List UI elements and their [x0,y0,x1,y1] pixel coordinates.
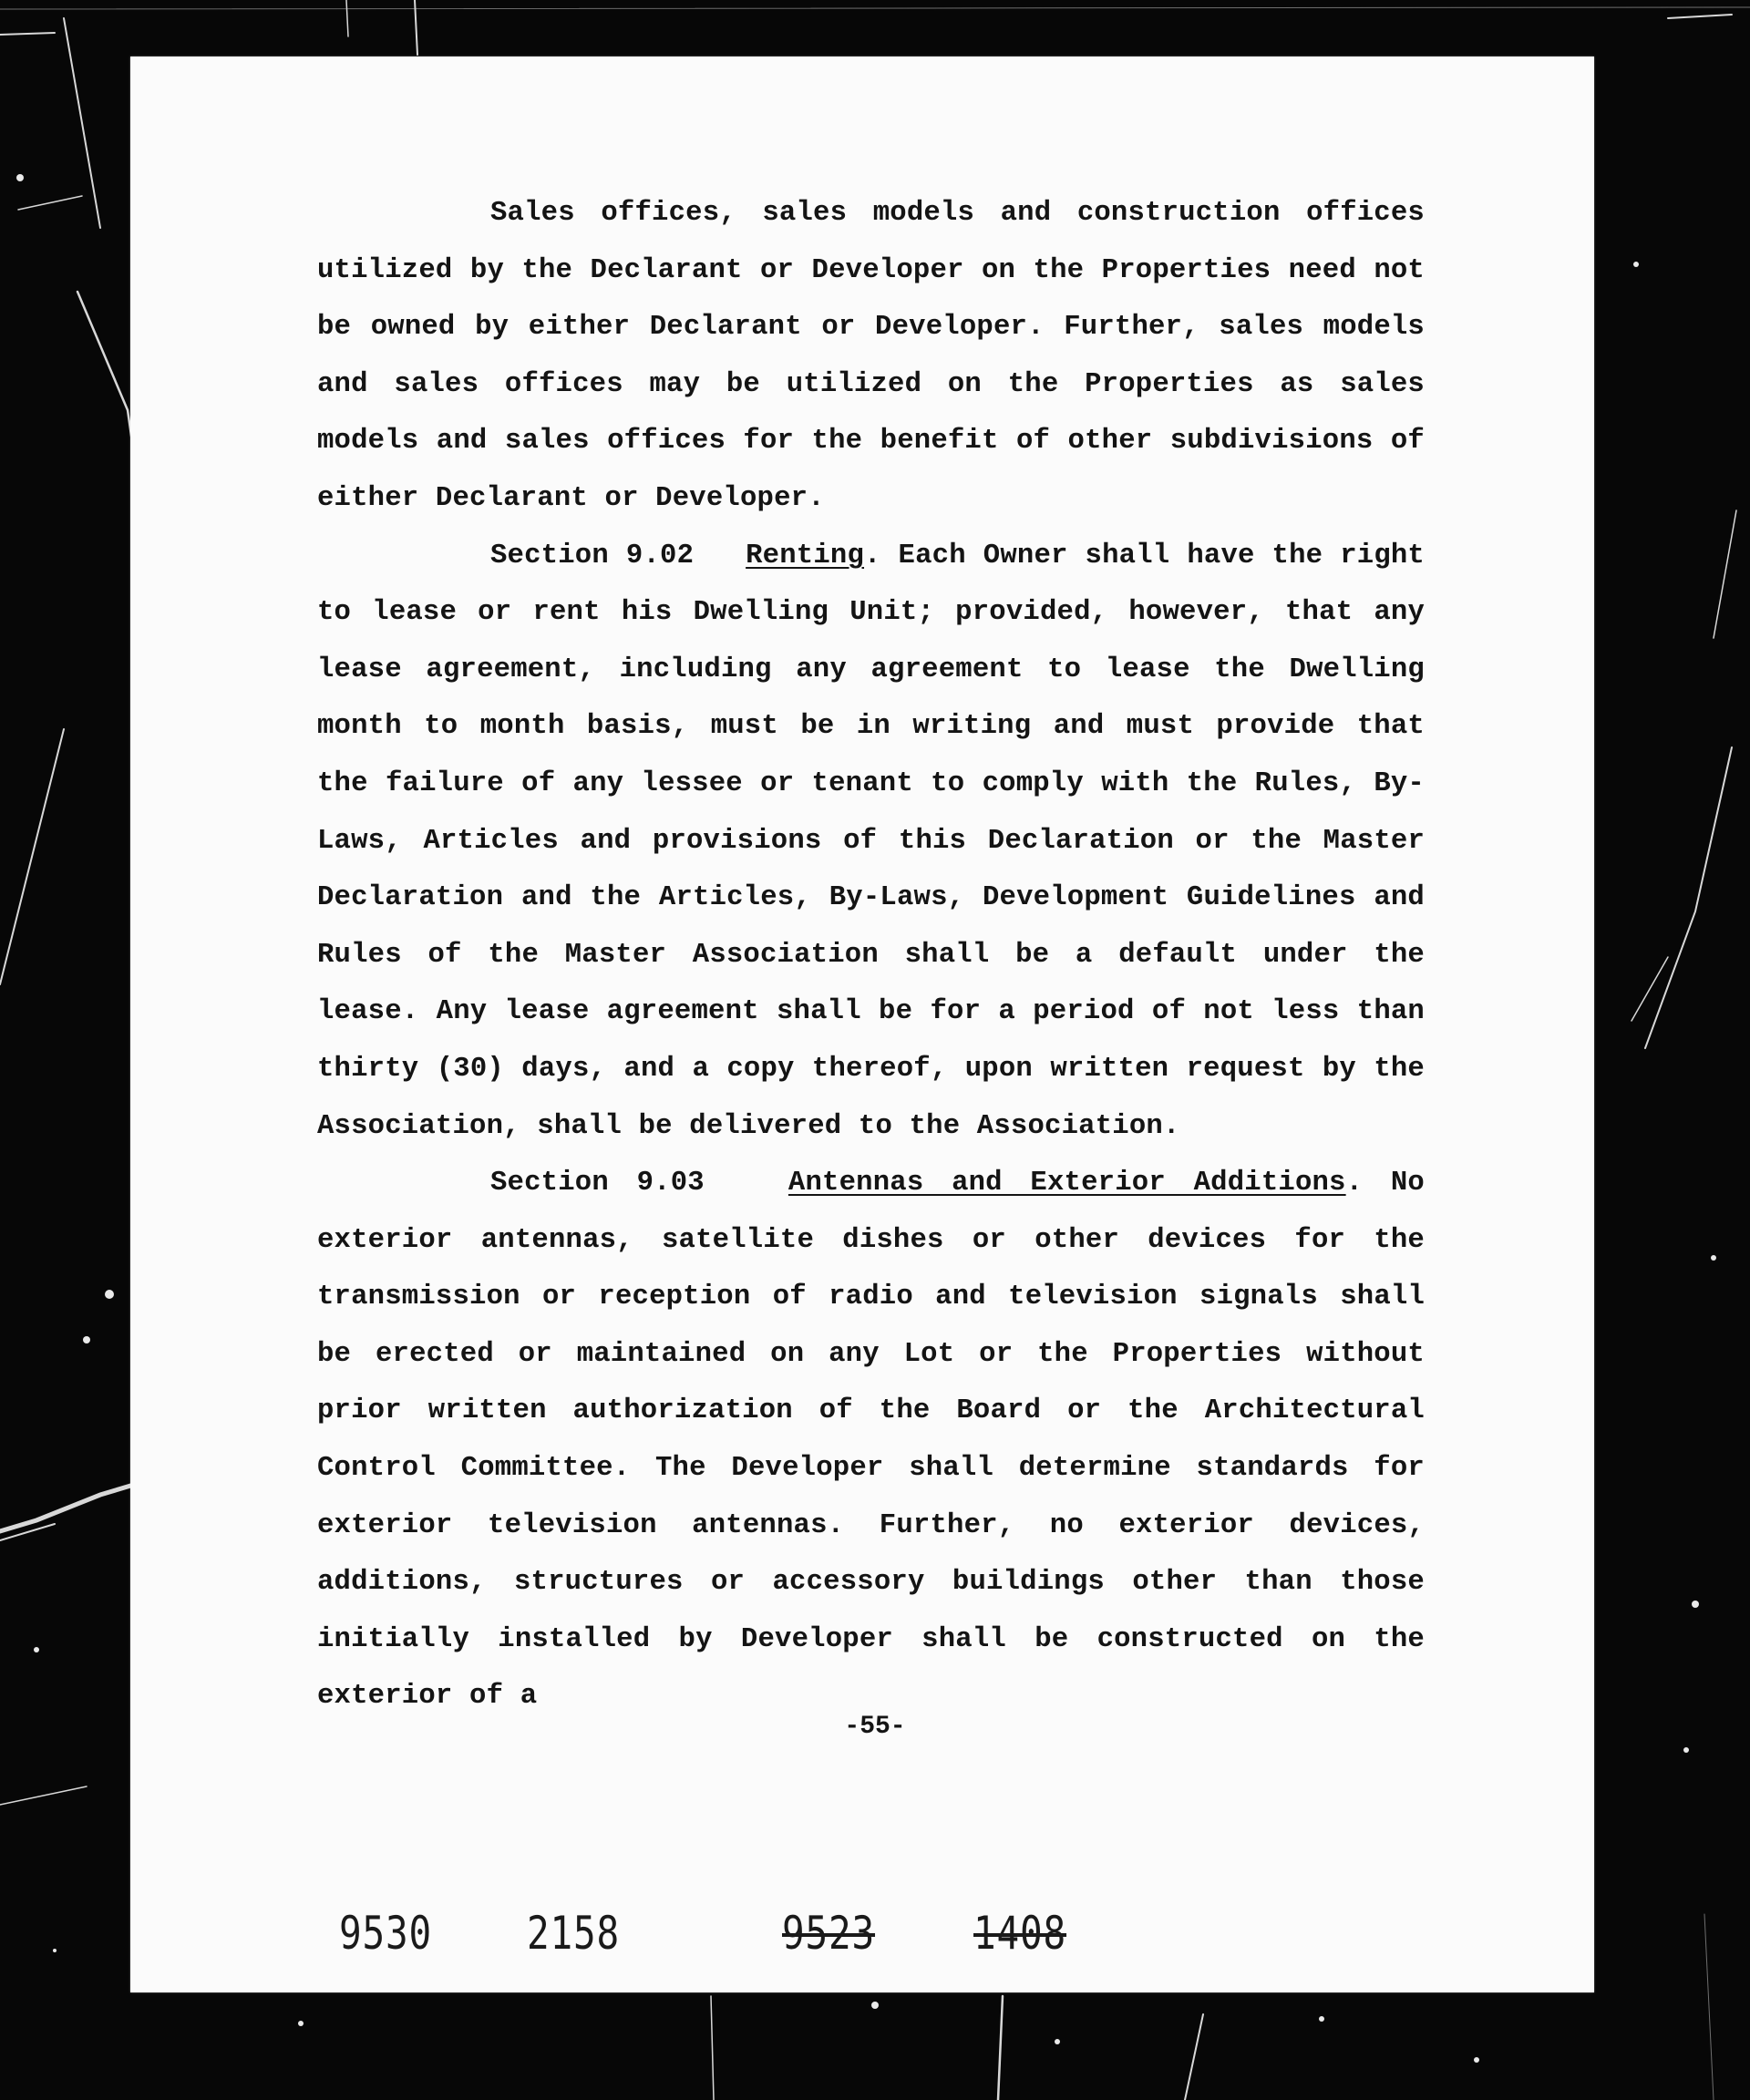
paragraph-section-9-02 [317,528,1425,1156]
paragraph-text: . No exterior antennas, satellite dishes or other devices for the transmission or reception of radio and television signals shall be erected or maintained on any Lot or the Properties without prior written authorization of the Board or the Architectural Control Committee. The Developer shall determine standards for exterior television antennas. Further, no exterior devices, additions, structures or accessory buildings other than those initially installed by Developer shall be constructed on the exterior of a [317,1168,1425,1713]
section-number: Section 9.03 [490,1168,705,1199]
paragraph-sales-offices [317,185,1425,528]
paragraph-section-9-03 [317,1155,1425,1725]
book-number-stamp: 9530 [339,1907,433,1960]
page-body [317,185,1425,1725]
section-title: Renting [746,540,865,571]
section-title: Antennas and Exterior Additions [788,1168,1346,1199]
section-number: Section 9.02 [490,540,695,571]
paragraph-text: Sales offices, sales models and construction offices utilized by the Declarant or Developer on the Properties need not be owned by either Declarant or Developer. Further, sales models and sales offices may be utilized on the Properties as sales models and sales offices for the benefit of other subdivisions of either Declarant or Developer. [317,198,1425,514]
superseded-book-stamp: 9523 [782,1907,876,1960]
page-number-stamp: 2158 [527,1907,621,1960]
superseded-page-stamp: 1408 [973,1907,1067,1960]
paragraph-text: . Each Owner shall have the right to lease or rent his Dwelling Unit; provided, however, that any lease agreement, including any agreement to lease the Dwelling month to month basis, must be in writing and must provide that the failure of any lessee or tenant to comply with the Rules, By-Laws, Articles and provisions of this Declaration or the Master Declaration and the Articles, By-Laws, Development Guidelines and Rules of the Master Association shall be a default under the lease. Any lease agreement shall be for a period of not less than thirty (30) days, and a copy thereof, upon written request by the Association, shall be delivered to the Association. [317,540,1425,1142]
page-number: -55- [844,1713,906,1741]
